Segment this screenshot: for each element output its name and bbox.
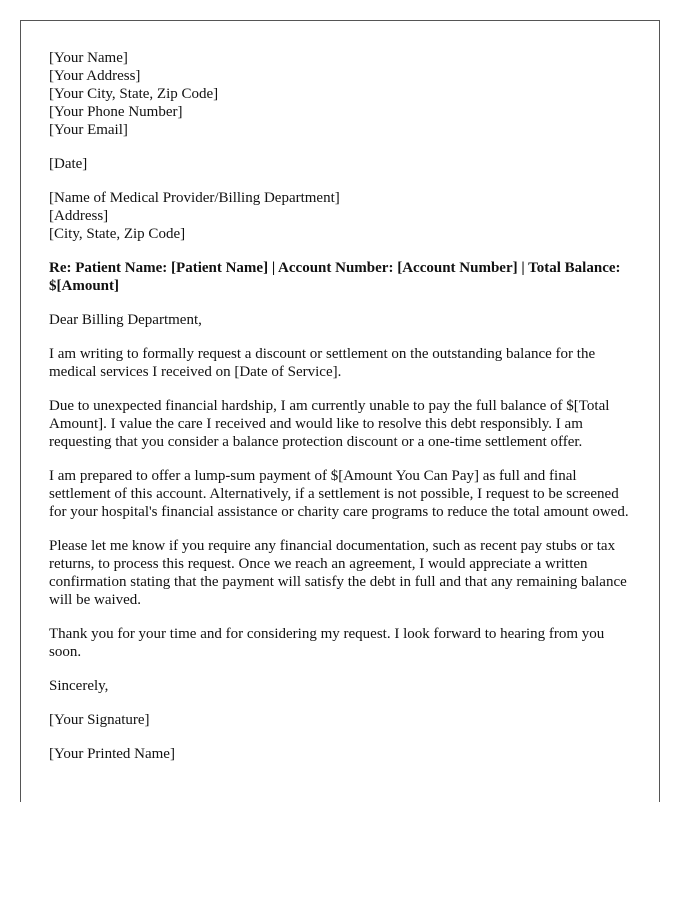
paragraph-hardship: Due to unexpected financial hardship, I am currently unable to pay the full balance of $[Total Amount]. I value the care I received and would like to resolve this debt responsibly. I am requesting that you consider a balance protection discount or a one-time settlement offer. — [49, 398, 610, 450]
paragraph-offer: I am prepared to offer a lump-sum payment of $[Amount You Can Pay] as full and final settlement of this account. Alternatively, if a settlement is not possible, I request to be screened for your hospital's financial assistance or charity care programs to reduce the total amount owed. — [49, 468, 629, 520]
recipient-address: [Address] — [49, 208, 109, 224]
paragraph-documentation: Please let me know if you require any financial documentation, such as recent pay stubs or tax returns, to process this request. Once we reach an agreement, I would appreciate a written confirmation stating that the payment will satisfy the debt in full and that any remaining balance will be waived. — [49, 538, 627, 608]
date-block — [49, 155, 639, 173]
recipient-name: [Name of Medical Provider/Billing Department] — [49, 190, 340, 206]
letter-page — [20, 20, 660, 802]
sender-email: [Your Email] — [49, 122, 128, 138]
letter-date: [Date] — [49, 156, 88, 172]
letter-body — [49, 49, 639, 779]
signature: [Your Signature] — [49, 712, 150, 728]
recipient-block — [49, 189, 639, 243]
subject-line: Re: Patient Name: [Patient Name] | Account Number: [Account Number] | Total Balance: $[Amount] — [49, 260, 621, 294]
printed-name: [Your Printed Name] — [49, 746, 175, 762]
recipient-city-state-zip: [City, State, Zip Code] — [49, 226, 186, 242]
sender-phone: [Your Phone Number] — [49, 104, 183, 120]
sender-block — [49, 49, 639, 139]
sender-city-state-zip: [Your City, State, Zip Code] — [49, 86, 219, 102]
sender-address: [Your Address] — [49, 68, 141, 84]
salutation: Dear Billing Department, — [49, 312, 202, 328]
paragraph-thanks: Thank you for your time and for considering my request. I look forward to hearing from you soon. — [49, 626, 605, 660]
closing: Sincerely, — [49, 678, 109, 694]
paragraph-request: I am writing to formally request a discount or settlement on the outstanding balance for the medical services I received on [Date of Service]. — [49, 346, 596, 380]
sender-name: [Your Name] — [49, 50, 128, 66]
